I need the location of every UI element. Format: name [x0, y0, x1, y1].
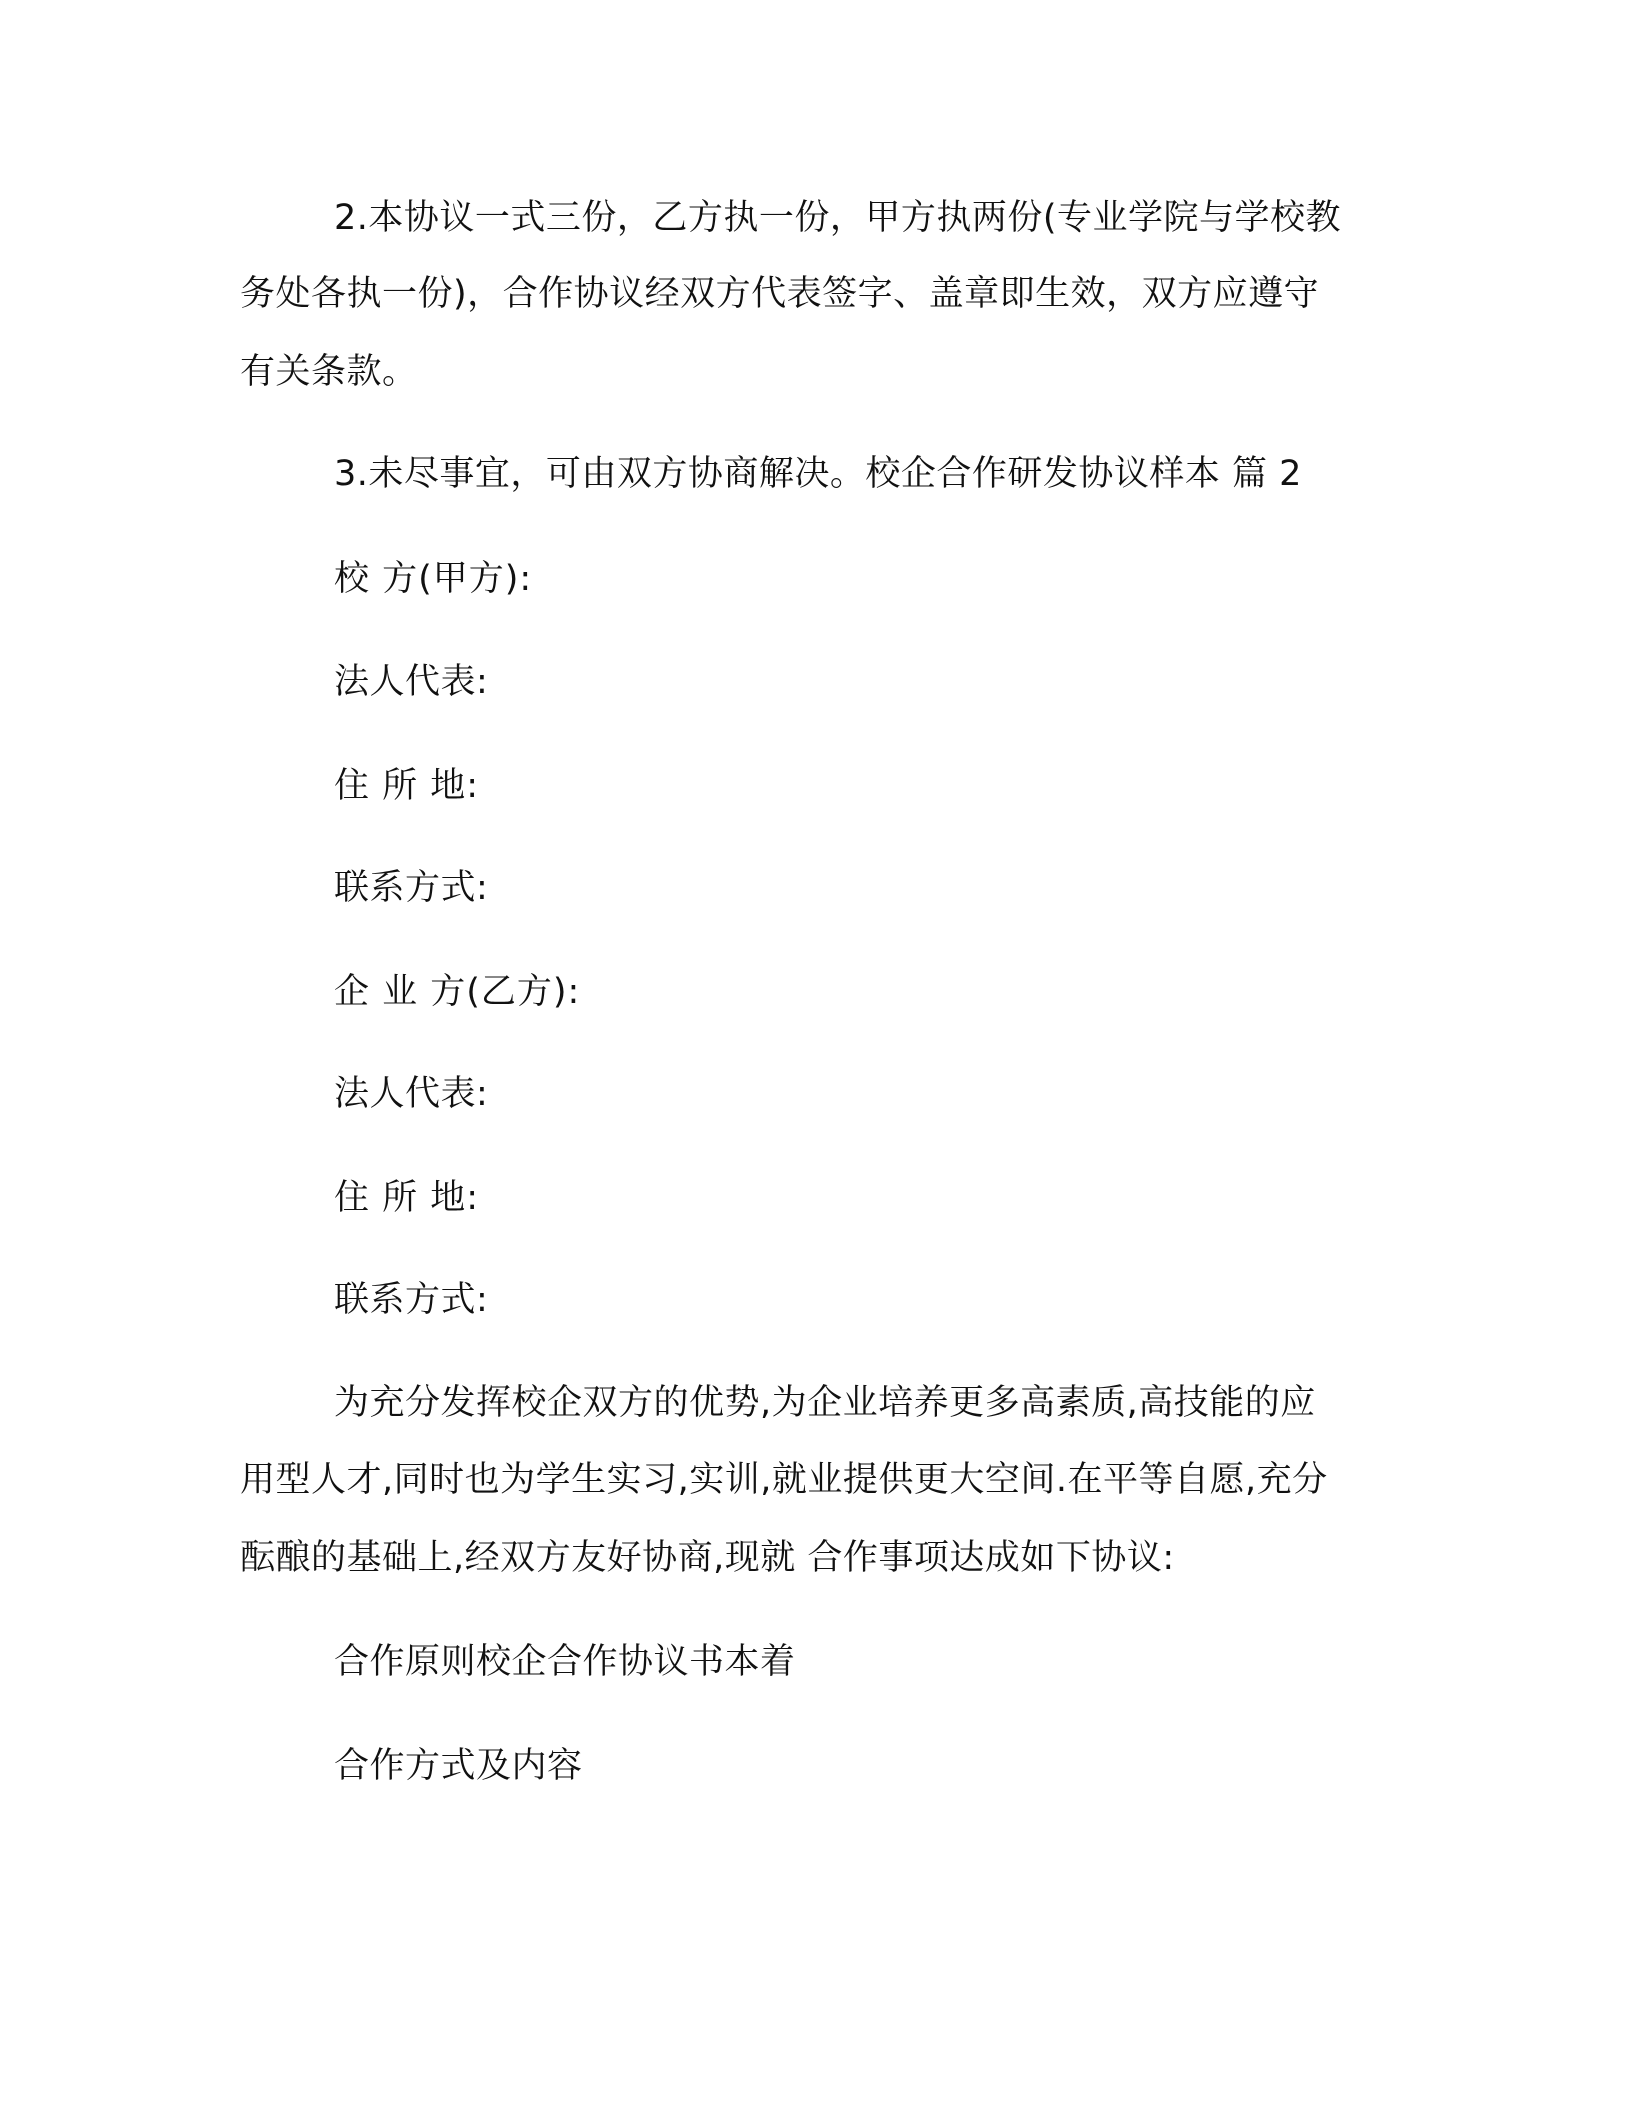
method-heading: 合作方式及内容	[334, 1746, 583, 1786]
clause-3-line: 3.未尽事宜，可由双方协商解决。校企合作研发协议样本 篇 2	[334, 454, 1302, 494]
clause-2-line-1: 2.本协议一式三份，乙方执一份，甲方执两份(专业学院与学校教	[334, 198, 1342, 238]
clause-2-line-3: 有关条款。	[240, 352, 418, 392]
preamble-line-3: 酝酿的基础上,经双方友好协商,现就 合作事项达成如下协议:	[240, 1538, 1175, 1578]
enterprise-contact-label: 联系方式:	[334, 1280, 489, 1320]
school-legal-rep-label: 法人代表:	[334, 662, 489, 702]
preamble-line-2: 用型人才,同时也为学生实习,实训,就业提供更大空间.在平等自愿,充分	[240, 1460, 1328, 1500]
preamble-line-1: 为充分发挥校企双方的优势,为企业培养更多高素质,高技能的应	[334, 1383, 1316, 1423]
enterprise-address-label: 住 所 地:	[334, 1178, 480, 1218]
enterprise-legal-rep-label: 法人代表:	[334, 1074, 489, 1114]
enterprise-party-label: 企 业 方(乙方):	[334, 972, 581, 1012]
clause-2-line-2: 务处各执一份)，合作协议经双方代表签字、盖章即生效，双方应遵守	[240, 274, 1320, 314]
school-contact-label: 联系方式:	[334, 868, 489, 908]
school-address-label: 住 所 地:	[334, 766, 480, 806]
principle-heading: 合作原则校企合作协议书本着	[334, 1642, 796, 1682]
school-party-label: 校 方(甲方):	[334, 559, 533, 599]
